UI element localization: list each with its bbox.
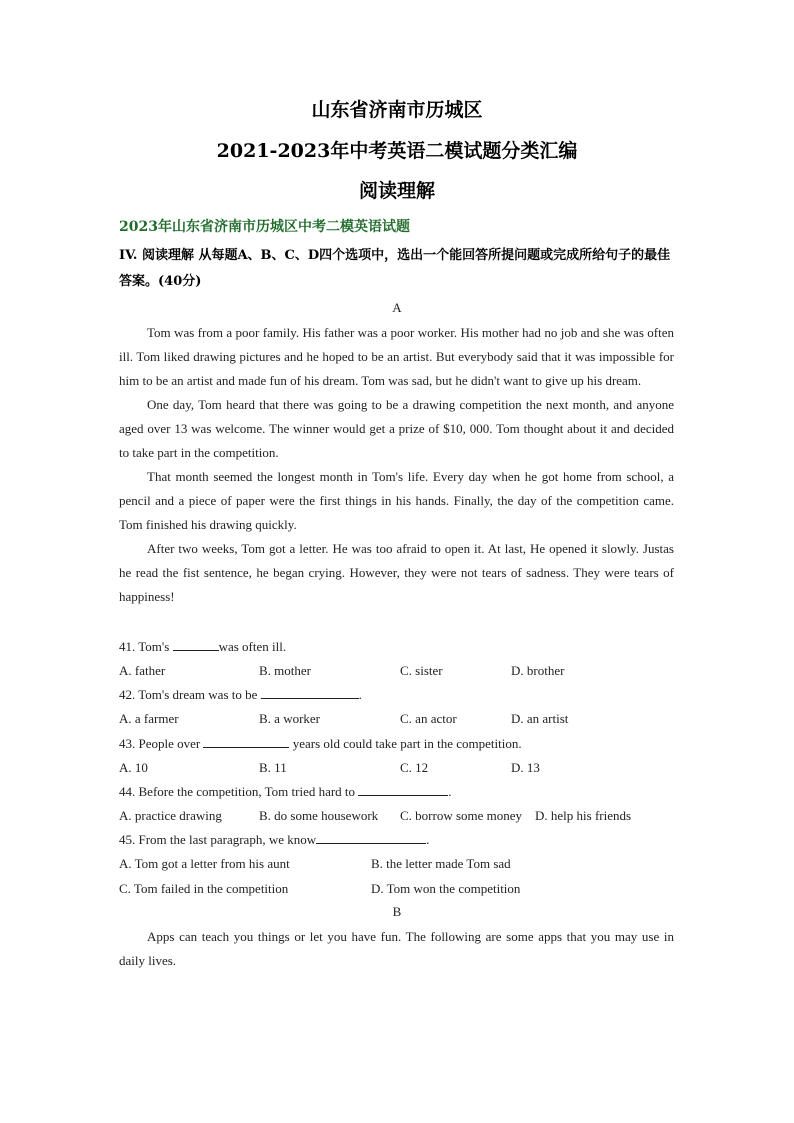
exam-subtitle: 2023年山东省济南市历城区中考二模英语试题 [119,219,410,235]
question-text: 45. From the last paragraph, we know [119,832,317,847]
question-text: 43. People over [119,736,204,751]
option-a[interactable]: A. a farmer [119,711,179,726]
option-c[interactable]: C. 12 [400,760,429,775]
passage-b-paragraph: Apps can teach you things or let you have fun. The following are some apps that you may use in daily lives. [119,929,674,968]
option-d[interactable]: D. 13 [511,760,540,775]
option-b[interactable]: B. mother [259,663,311,678]
question-41 [119,635,286,659]
option-d[interactable]: D. an artist [511,711,569,726]
question-43 [119,732,522,756]
option-c[interactable]: C. an actor [400,711,457,726]
answer-blank [316,829,426,844]
question-text: . [448,784,452,799]
option-c[interactable]: C. borrow some money [400,808,523,823]
passage-a-paragraph: One day, Tom heard that there was going to be a drawing competition the next month, and anyone aged over 13 was welcome. The winner would get a prize of $10, 000. Tom thought about it and decided to take part in the competition. [119,397,674,460]
option-a[interactable]: A. practice drawing [119,808,222,823]
option-b[interactable]: B. 11 [259,760,287,775]
option-a[interactable]: A. 10 [119,760,148,775]
option-c[interactable]: C. Tom failed in the competition [119,881,289,896]
options-43 [119,756,679,780]
passage-a-label: A [392,300,402,315]
question-text: . [358,687,362,702]
question-text: . [426,832,430,847]
option-a[interactable]: A. Tom got a letter from his aunt [119,856,290,871]
question-text: 41. Tom's [119,639,173,654]
title-section: 阅读理解 [358,180,435,202]
answer-blank [358,781,448,796]
question-text: years old could take part in the competition. [289,736,522,751]
passage-a-paragraph: That month seemed the longest month in Tom's life. Every day when he got home from school, a pencil and a piece of paper were the first things in his hands. Finally, the day of the competition came. Tom finished his drawing quickly. [119,469,674,532]
options-44 [119,804,679,828]
passage-b [119,925,674,973]
option-d[interactable]: D. help his friends [535,808,632,823]
option-a[interactable]: A. father [119,663,166,678]
question-44 [119,780,452,804]
passage-b-label: B [392,904,402,919]
option-b[interactable]: B. do some housework [259,808,379,823]
question-text: was often ill. [218,639,287,654]
passage-a-paragraph: After two weeks, Tom got a letter. He was too afraid to open it. At last, He opened it slowly. Justas he read the fist sentence, he began crying. However, they were not tears of sadness. They were tears of happiness! [119,541,674,604]
option-b[interactable]: B. the letter made Tom sad [371,856,511,871]
section-instruction: IV. 阅读理解 从每题A、B、C、D四个选项中，选出一个能回答所提问题或完成所给句子的最佳答案。(40分) [119,248,671,289]
options-45-row2 [119,877,679,901]
question-45 [119,828,429,852]
option-d[interactable]: D. Tom won the competition [371,881,521,896]
answer-blank [203,733,289,748]
passage-a [119,321,674,609]
option-c[interactable]: C. sister [400,663,443,678]
question-42 [119,683,362,707]
title-region: 山东省济南市历城区 [311,99,483,121]
title-main: 2021-2023年中考英语二模试题分类汇编 [216,140,578,162]
passage-a-paragraph: Tom was from a poor family. His father was a poor worker. His mother had no job and she was often ill. Tom liked drawing pictures and he hoped to be an artist. But everybody said that it was impossible for him to be an artist and made fun of his dream. Tom was sad, but he didn't want to give up his dream. [119,325,674,388]
options-41 [119,659,679,683]
options-45-row1 [119,852,679,876]
answer-blank [261,684,359,699]
option-b[interactable]: B. a worker [259,711,321,726]
answer-blank [173,636,219,651]
option-d[interactable]: D. brother [511,663,565,678]
question-text: 44. Before the competition, Tom tried hard to [119,784,359,799]
options-42 [119,707,679,731]
question-text: 42. Tom's dream was to be [119,687,261,702]
